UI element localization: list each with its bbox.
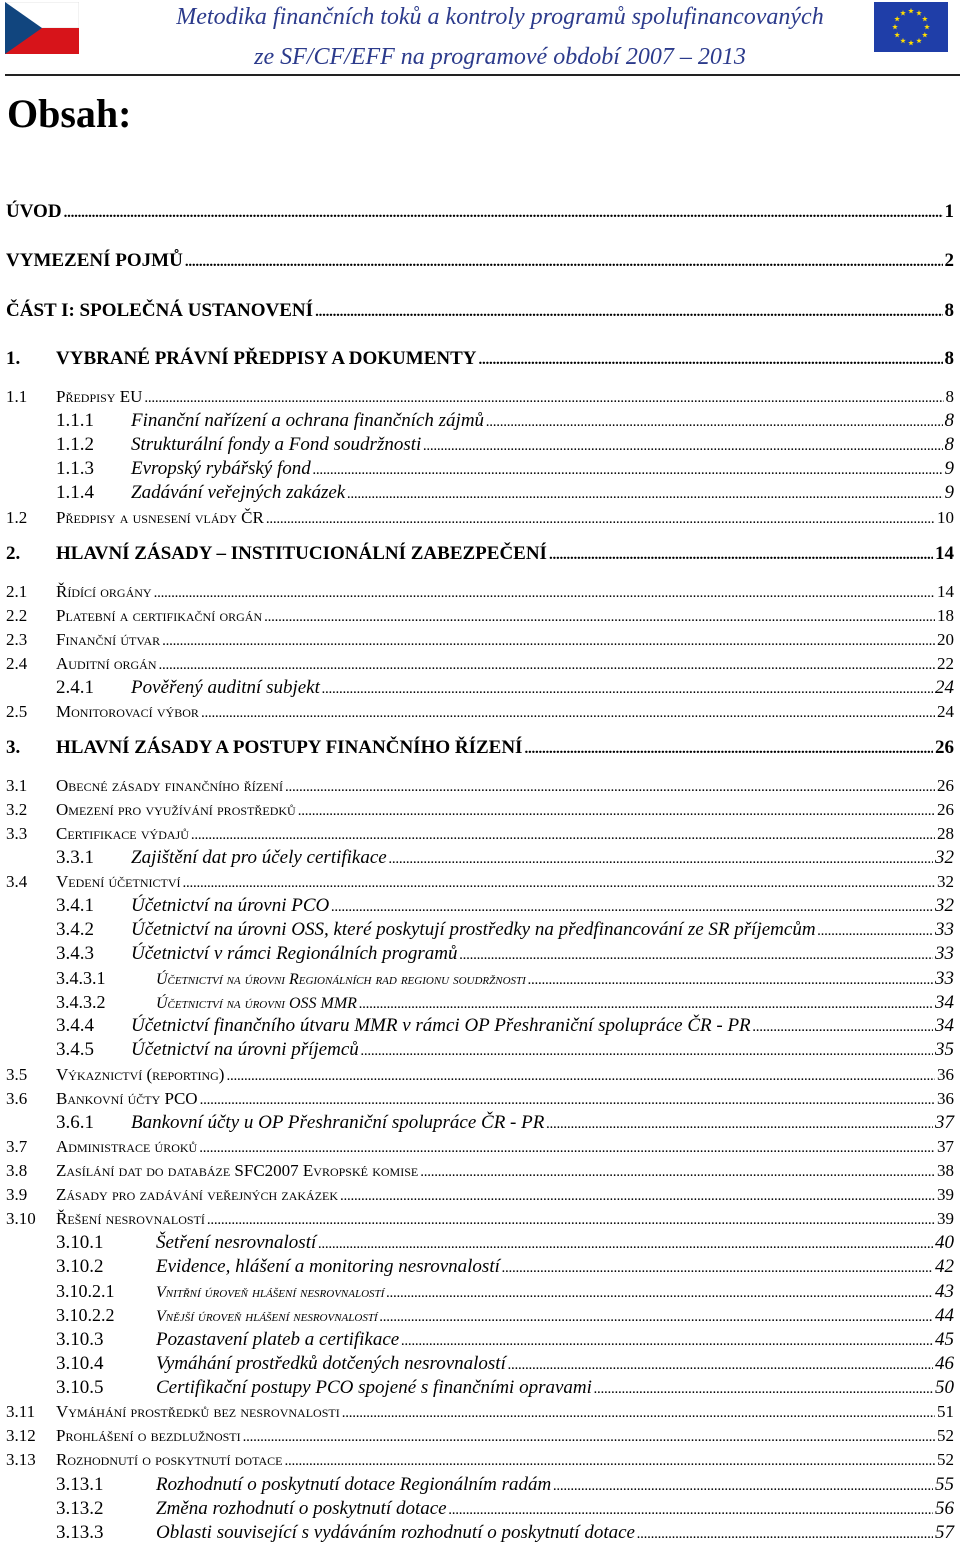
toc-entry-title: ČÁST I: SPOLEČNÁ USTANOVENÍ (6, 300, 314, 321)
toc-entry-title: Strukturální fondy a Fond soudržnosti (131, 434, 422, 455)
toc-entry-page: 55 (935, 1474, 954, 1495)
toc-entry-title: Bankovní účty u OP Přeshraniční spolupráce ČR - PR (131, 1112, 545, 1133)
toc-entry-title: Evidence, hlášení a monitoring nesrovnalostí (156, 1256, 500, 1277)
toc-entry-number: 2. (6, 543, 21, 564)
toc-entry-page: 2 (944, 250, 954, 271)
toc-entry-page: 50 (935, 1377, 954, 1398)
toc-dot-leader (361, 1038, 933, 1063)
toc-entry-page: 42 (935, 1256, 954, 1277)
toc-entry[interactable] (0, 1038, 954, 1062)
toc-entry-title: Certifikační postupy PCO spojené s finančními opravami (156, 1377, 592, 1398)
toc-dot-leader (594, 1376, 933, 1401)
toc-entry-number: 3.13.2 (56, 1498, 104, 1519)
toc-entry[interactable] (0, 1497, 954, 1521)
toc-entry-page: 43 (935, 1281, 954, 1302)
toc-entry-number: 3.3 (6, 824, 28, 843)
toc-dot-leader (420, 1159, 935, 1184)
toc-entry-page: 52 (937, 1450, 954, 1469)
toc-entry[interactable] (0, 1328, 954, 1352)
toc-entry-page: 37 (935, 1112, 954, 1133)
toc-entry-page: 51 (937, 1402, 954, 1421)
toc-entry[interactable] (0, 1231, 954, 1255)
toc-entry[interactable] (0, 1424, 954, 1448)
toc-dot-leader (753, 1014, 933, 1039)
toc-dot-leader (185, 249, 943, 274)
toc-dot-leader (502, 1255, 933, 1280)
toc-entry-page: 46 (935, 1353, 954, 1374)
toc-entry-title: Evropský rybářský fond (131, 458, 311, 479)
toc-dot-leader (508, 1352, 933, 1377)
toc-entry-title: Vymáhání prostředků bez nesrovnalosti (56, 1402, 340, 1421)
toc-entry-page: 18 (937, 606, 954, 625)
toc-entry-title: Účetnictví finančního útvaru MMR v rámci OP Přeshraniční spolupráce ČR - PR (131, 1015, 751, 1036)
toc-entry[interactable] (6, 249, 954, 273)
toc-entry-page: 14 (935, 543, 954, 564)
toc-entry[interactable] (0, 1159, 954, 1183)
toc-entry[interactable] (0, 1135, 954, 1159)
toc-entry-number: 3.13.3 (56, 1522, 104, 1543)
toc-entry-page: 40 (935, 1232, 954, 1253)
toc-entry-title: VYMEZENÍ POJMŮ (6, 250, 183, 271)
toc-entry-page: 37 (937, 1137, 954, 1156)
toc-entry-number: 3.12 (6, 1426, 36, 1445)
toc-entry-title: Účetnictví na úrovni PCO (131, 895, 330, 916)
toc-entry-number: 1.2 (6, 508, 28, 527)
header-divider (5, 74, 960, 76)
toc-entry-title: Řídící orgány (56, 582, 152, 601)
toc-entry[interactable] (0, 1111, 954, 1135)
toc-dot-leader (315, 299, 942, 324)
toc-entry-number: 3.4.5 (56, 1039, 94, 1060)
toc-entry-number: 3.10.2.1 (56, 1281, 115, 1301)
toc-dot-leader (449, 1497, 933, 1522)
toc-entry-number: 3.4.2 (56, 919, 94, 940)
toc-entry-number: 1.1.3 (56, 458, 94, 479)
toc-entry[interactable] (0, 1352, 954, 1376)
toc-entry-number: 3.1 (6, 776, 28, 795)
toc-entry[interactable] (0, 1400, 954, 1424)
toc-entry-title: Šetření nesrovnalostí (156, 1232, 317, 1253)
toc-entry-page: 32 (937, 872, 954, 891)
toc-entry-number: 3.2 (6, 800, 28, 819)
toc-dot-leader (207, 1207, 935, 1232)
toc-entry[interactable] (0, 1448, 954, 1472)
toc-entry-title: Vnitřní úroveň hlášení nesrovnalostí (156, 1284, 385, 1301)
toc-dot-leader (201, 700, 935, 725)
toc-entry[interactable] (0, 1521, 954, 1545)
toc-dot-leader (386, 1281, 933, 1305)
toc-entry-title: VYBRANÉ PRÁVNÍ PŘEDPISY A DOKUMENTY (56, 348, 477, 369)
toc-dot-leader (423, 433, 942, 458)
toc-entry[interactable] (0, 1376, 954, 1400)
toc-entry[interactable] (0, 1279, 954, 1303)
toc-entry-page: 35 (935, 1039, 954, 1060)
toc-dot-leader (144, 385, 943, 410)
toc-title: Obsah: (7, 91, 132, 136)
toc-entry-page: 33 (935, 919, 954, 940)
toc-entry[interactable] (0, 894, 954, 918)
toc-entry[interactable] (0, 676, 954, 700)
toc-entry-number: 1. (6, 348, 21, 369)
toc-entry-title: Účetnictví na úrovni OSS, které poskytují prostředky na předfinancování ze SR příjemcům (131, 919, 816, 940)
toc-entry-number: 3.4.1 (56, 895, 94, 916)
toc-entry-page: 26 (937, 776, 954, 795)
toc-entry-number: 3.10 (6, 1209, 36, 1228)
toc-entry-page: 56 (935, 1498, 954, 1519)
toc-entry-page: 8 (944, 300, 954, 321)
toc-entry-number: 3.4.4 (56, 1015, 94, 1036)
toc-dot-leader (549, 542, 933, 567)
toc-entry-number: 3.4.3.1 (56, 968, 106, 988)
toc-entry-number: 3.10.1 (56, 1232, 104, 1253)
toc-dot-leader (389, 846, 933, 871)
toc-entry[interactable] (0, 1183, 954, 1207)
header-line-1: Metodika finančních toků a kontroly programů spolufinancovaných (176, 4, 824, 30)
toc-entry-number: 3.13 (6, 1450, 36, 1469)
toc-dot-leader (284, 1448, 935, 1473)
toc-entry-number: 3.9 (6, 1185, 28, 1204)
toc-entry-page: 20 (937, 630, 954, 649)
toc-dot-leader (159, 652, 935, 677)
toc-dot-leader (486, 409, 942, 434)
toc-entry[interactable] (0, 385, 954, 409)
toc-entry[interactable] (0, 347, 954, 371)
toc-entry[interactable] (0, 481, 954, 505)
toc-entry-number: 3.3.1 (56, 847, 94, 868)
toc-entry-page: 39 (937, 1209, 954, 1228)
toc-entry-title: ÚVOD (6, 201, 62, 222)
toc-entry-page: 8 (944, 434, 954, 455)
toc-dot-leader (200, 1087, 935, 1112)
toc-entry[interactable] (0, 736, 954, 760)
toc-entry-page: 9 (944, 482, 954, 503)
toc-entry-number: 3.10.5 (56, 1377, 104, 1398)
toc-entry[interactable] (0, 1473, 954, 1497)
toc-entry[interactable] (0, 457, 954, 481)
toc-entry-page: 9 (944, 458, 954, 479)
toc-entry-page: 24 (937, 702, 954, 721)
toc-dot-leader (637, 1521, 933, 1546)
toc-entry-page: 32 (935, 895, 954, 916)
toc-entry-title: HLAVNÍ ZÁSADY A POSTUPY FINANČNÍHO ŘÍZENÍ (56, 737, 523, 758)
toc-entry[interactable] (0, 846, 954, 870)
toc-entry-title: Auditní orgán (56, 654, 157, 673)
toc-entry-title: Finanční nařízení a ochrana finančních zájmů (131, 410, 485, 431)
toc-entry-number: 3.4 (6, 872, 28, 891)
toc-entry[interactable] (0, 918, 954, 942)
toc-entry-number: 1.1.2 (56, 434, 94, 455)
toc-dot-leader (318, 1231, 933, 1256)
toc-entry-title: Obecné zásady finančního řízení (56, 776, 284, 795)
toc-entry-page: 45 (935, 1329, 954, 1350)
toc-dot-leader (380, 1305, 933, 1329)
toc-entry-number: 3.10.4 (56, 1353, 104, 1374)
toc-dot-leader (553, 1473, 933, 1498)
toc-entry[interactable] (0, 700, 954, 724)
toc-entry-page: 34 (935, 992, 954, 1013)
toc-entry[interactable] (0, 942, 954, 966)
toc-entry-page: 1 (944, 201, 954, 222)
toc-entry-page: 34 (935, 1015, 954, 1036)
toc-entry-title: Omezení pro využívání prostředků (56, 800, 296, 819)
toc-entry-title: Změna rozhodnutí o poskytnutí dotace (156, 1498, 447, 1519)
toc-dot-leader (154, 580, 935, 605)
toc-entry-number: 2.4 (6, 654, 28, 673)
toc-entry[interactable] (0, 506, 954, 530)
toc-dot-leader (64, 200, 943, 225)
toc-entry[interactable] (0, 1087, 954, 1111)
toc-entry-number: 3.13.1 (56, 1474, 104, 1495)
toc-dot-leader (479, 347, 943, 372)
toc-dot-leader (191, 822, 935, 847)
czech-flag-icon (5, 2, 79, 54)
toc-entry-number: 1.1.1 (56, 410, 94, 431)
toc-entry-page: 8 (944, 410, 954, 431)
toc-entry-page: 22 (937, 654, 954, 673)
toc-entry-page: 44 (935, 1305, 954, 1326)
toc-entry[interactable] (0, 798, 954, 822)
toc-entry[interactable] (0, 822, 954, 846)
toc-entry[interactable] (6, 299, 954, 323)
toc-entry-number: 2.1 (6, 582, 28, 601)
toc-entry[interactable] (0, 542, 954, 566)
toc-entry-page: 36 (937, 1065, 954, 1084)
toc-entry-number: 2.3 (6, 630, 28, 649)
toc-entry[interactable] (0, 628, 954, 652)
toc-entry-title: Platební a certifikační orgán (56, 606, 263, 625)
toc-entry-page: 26 (937, 800, 954, 819)
toc-entry[interactable] (0, 409, 954, 433)
toc-entry-title: Rozhodnutí o poskytnutí dotace Regionálním radám (156, 1474, 552, 1495)
toc-entry[interactable] (0, 774, 954, 798)
toc-entry[interactable] (0, 870, 954, 894)
toc-entry-page: 33 (935, 943, 954, 964)
toc-dot-leader (347, 481, 942, 506)
toc-dot-leader (528, 968, 933, 992)
toc-entry-number: 3.6 (6, 1089, 28, 1108)
toc-entry-title: Předpisy a usnesení vlády ČR (56, 508, 264, 527)
toc-dot-leader (322, 676, 933, 701)
toc-entry-title: Účetnictví v rámci Regionálních programů (131, 943, 458, 964)
toc-entry[interactable] (0, 966, 954, 990)
toc-dot-leader (226, 1063, 935, 1088)
toc-dot-leader (199, 1135, 935, 1160)
toc-entry[interactable] (0, 580, 954, 604)
toc-dot-leader (266, 506, 935, 531)
toc-entry-title: Oblasti související s vydáváním rozhodnutí o poskytnutí dotace (156, 1522, 635, 1543)
toc-entry-title: Monitorovací výbor (56, 702, 199, 721)
toc-dot-leader (524, 736, 933, 761)
toc-entry-number: 3.6.1 (56, 1112, 94, 1133)
toc-entry-title: Zásady pro zadávání veřejných zakázek (56, 1185, 339, 1204)
header-line-2: ze SF/CF/EFF na programové období 2007 – 2013 (254, 44, 746, 70)
toc-entry-title: Zasílání dat do databáze SFC2007 Evropské komise (56, 1161, 419, 1180)
toc-entry-page: 24 (935, 677, 954, 698)
toc-dot-leader (401, 1328, 933, 1353)
toc-entry-number: 3.10.3 (56, 1329, 104, 1350)
toc-entry-page: 28 (937, 824, 954, 843)
toc-entry-title: Vymáhání prostředků dotčených nesrovnalostí (156, 1353, 506, 1374)
toc-entry-page: 14 (937, 582, 954, 601)
toc-entry-page: 36 (937, 1089, 954, 1108)
toc-entry-title: Předpisy EU (56, 387, 143, 406)
toc-entry[interactable] (0, 1255, 954, 1279)
toc-entry-page: 10 (937, 508, 954, 527)
toc-entry-number: 3.11 (6, 1402, 36, 1421)
toc-entry-title: Pozastavení plateb a certifikace (156, 1329, 400, 1350)
toc-entry-title: Certifikace výdajů (56, 824, 189, 843)
toc-entry-number: 3.4.3.2 (56, 992, 106, 1012)
toc-entry-title: Vedení účetnictví (56, 872, 181, 891)
toc-entry-page: 38 (937, 1161, 954, 1180)
toc-entry-title: Administrace úroků (56, 1137, 198, 1156)
toc-entry-title: Bankovní účty PCO (56, 1089, 198, 1108)
toc-dot-leader (342, 1400, 935, 1425)
toc-entry-title: Prohlášení o bezdlužnosti (56, 1426, 241, 1445)
toc-entry-number: 3.10.2 (56, 1256, 104, 1277)
toc-entry-number: 3.10.2.2 (56, 1305, 115, 1325)
toc-dot-leader (340, 1183, 935, 1208)
toc-entry-page: 57 (935, 1522, 954, 1543)
toc-entry-number: 2.5 (6, 702, 28, 721)
toc-entry[interactable] (0, 1014, 954, 1038)
toc-entry-page: 32 (935, 847, 954, 868)
toc-entry-number: 3.7 (6, 1137, 28, 1156)
toc-dot-leader (459, 942, 933, 967)
toc-dot-leader (313, 457, 943, 482)
toc-entry-page: 39 (937, 1185, 954, 1204)
toc-entry-title: Pověřený auditní subjekt (131, 677, 320, 698)
toc-entry[interactable] (0, 1303, 954, 1327)
toc-entry-title: Účetnictví na úrovni Regionálních rad regionu soudržnosti (156, 971, 526, 988)
toc-entry-title: Výkaznictví (reporting) (56, 1065, 225, 1084)
toc-entry[interactable] (0, 604, 954, 628)
toc-entry-number: 3.5 (6, 1065, 28, 1084)
toc-entry[interactable] (0, 990, 954, 1014)
toc-entry-number: 2.2 (6, 606, 28, 625)
toc-dot-leader (359, 992, 933, 1016)
toc-entry-page: 26 (935, 737, 954, 758)
toc-dot-leader (298, 798, 935, 823)
toc-entry-title: Zajištění dat pro účely certifikace (131, 847, 387, 868)
toc-dot-leader (818, 918, 933, 943)
toc-dot-leader (162, 628, 935, 653)
toc-entry-number: 3.4.3 (56, 943, 94, 964)
toc-entry[interactable] (0, 1063, 954, 1087)
toc-dot-leader (264, 604, 935, 629)
toc-entry-number: 1.1 (6, 387, 28, 406)
toc-entry-title: Finanční útvar (56, 630, 161, 649)
toc-entry-page: 52 (937, 1426, 954, 1445)
toc-entry-title: HLAVNÍ ZÁSADY – INSTITUCIONÁLNÍ ZABEZPEČENÍ (56, 543, 547, 564)
eu-flag-icon (874, 2, 948, 52)
toc-entry-title: Rozhodnutí o poskytnutí dotace (56, 1450, 283, 1469)
toc-entry-number: 3. (6, 737, 21, 758)
toc-dot-leader (285, 774, 935, 799)
toc-dot-leader (183, 870, 935, 895)
toc-entry-page: 8 (945, 387, 954, 406)
toc-entry[interactable] (0, 1207, 954, 1231)
toc-entry-title: Zadávání veřejných zakázek (131, 482, 346, 503)
toc-entry-page: 33 (935, 968, 954, 989)
toc-entry[interactable] (0, 652, 954, 676)
toc-entry-page: 8 (944, 348, 954, 369)
toc-entry-title: Účetnictví na úrovni OSS MMR (156, 995, 357, 1012)
toc-entry-number: 2.4.1 (56, 677, 94, 698)
toc-entry[interactable] (6, 200, 954, 224)
toc-entry-title: Vnější úroveň hlášení nesrovnalostí (156, 1308, 378, 1325)
toc-entry-number: 3.8 (6, 1161, 28, 1180)
toc-entry-number: 1.1.4 (56, 482, 94, 503)
toc-entry[interactable] (0, 433, 954, 457)
toc-entry-title: Řešení nesrovnalostí (56, 1209, 205, 1228)
toc-dot-leader (546, 1111, 933, 1136)
toc-dot-leader (243, 1424, 935, 1449)
toc-dot-leader (331, 894, 933, 919)
toc-entry-title: Účetnictví na úrovni příjemců (131, 1039, 359, 1060)
